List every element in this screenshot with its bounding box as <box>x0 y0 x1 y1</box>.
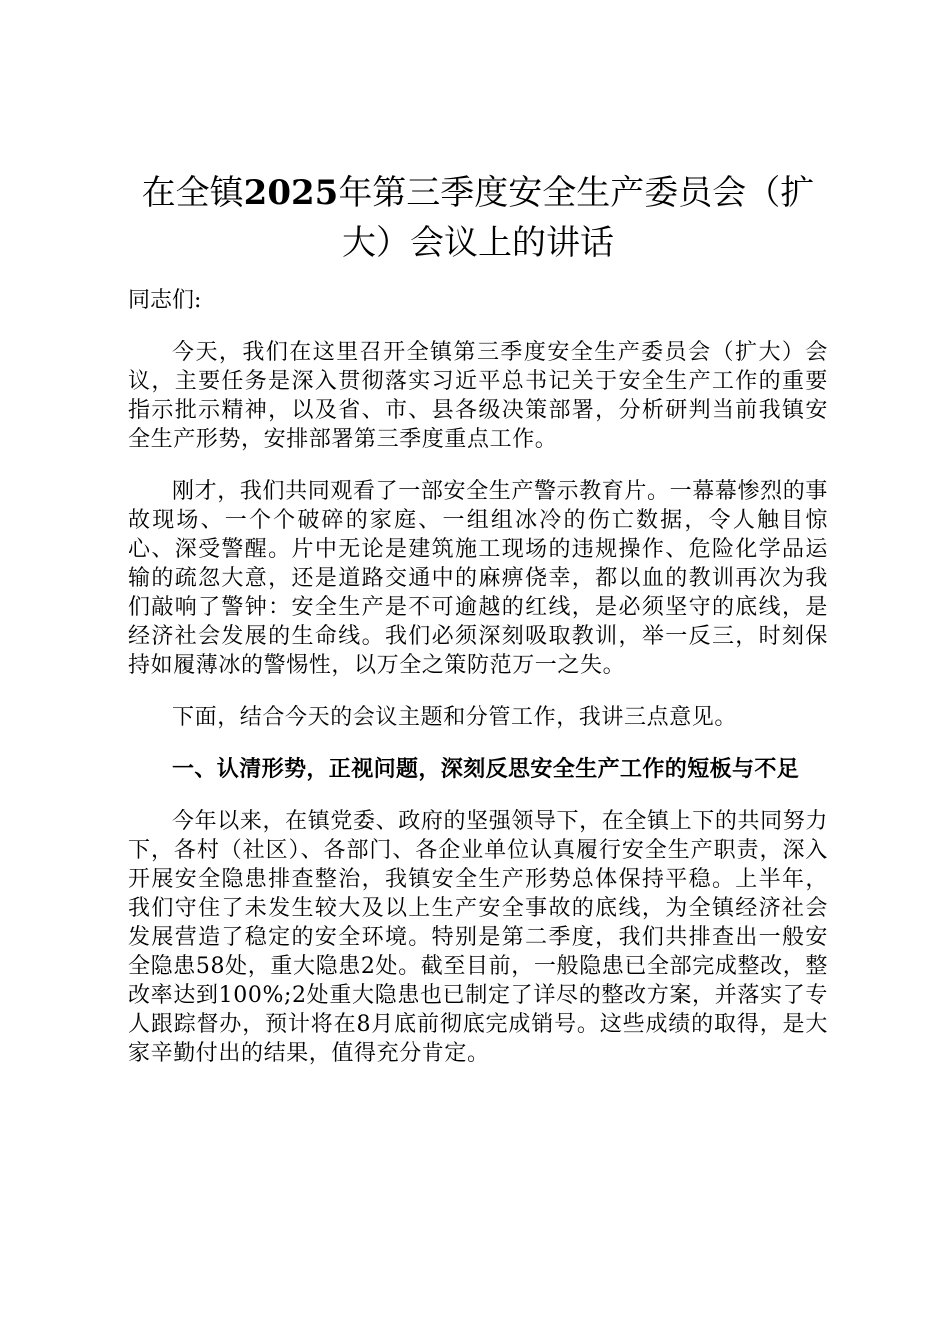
title-year: 2025 <box>243 173 339 213</box>
paragraph-section-1: 今年以来，在镇党委、政府的坚强领导下，在全镇上下的共同努力下，各村（社区）、各部门、各企业单位认真履行安全生产职责，深入开展安全隐患排查整治，我镇安全生产形势总体保持平稳。上半年，我们守住了未发生较大及以上生产安全事故的底线，为全镇经济社会发展营造了稳定的安全环境。特别是第二季度，我们共排查出一般安全隐患58处，重大隐患2处。截至目前，一般隐患已全部完成整改，整改率达到100%;2处重大隐患也已制定了详尽的整改方案，并落实了专人跟踪督办，预计将在8月底前彻底完成销号。这些成绩的取得，是大家辛勤付出的结果，值得充分肯定。 <box>128 809 828 1066</box>
document-body <box>128 168 828 1091</box>
title-prefix: 在全镇 <box>141 173 244 213</box>
document-title <box>128 168 828 268</box>
section-heading-1: 一、认清形势，正视问题，深刻反思安全生产工作的短板与不足 <box>172 756 800 782</box>
paragraph-outline: 下面，结合今天的会议主题和分管工作，我讲三点意见。 <box>172 705 738 730</box>
paragraph-opening: 今天，我们在这里召开全镇第三季度安全生产委员会（扩大）会议，主要任务是深入贯彻落实习近平总书记关于安全生产工作的重要指示批示精神，以及省、市、县各级决策部署，分析研判当前我镇安全生产形势，安排部署第三季度重点工作。 <box>128 340 828 452</box>
paragraph-warning-video: 刚才，我们共同观看了一部安全生产警示教育片。一幕幕惨烈的事故现场、一个个破碎的家庭、一组组冰冷的伤亡数据，令人触目惊心、深受警醒。片中无论是建筑施工现场的违规操作、危险化学品运输的疏忽大意，还是道路交通中的麻痹侥幸，都以血的教训再次为我们敲响了警钟：安全生产是不可逾越的红线，是必须坚守的底线，是经济社会发展的生命线。我们必须深刻吸取教训，举一反三，时刻保持如履薄冰的警惕性，以万全之策防范万一之失。 <box>128 479 828 678</box>
title-suffix: 年第三季度安全生产委员会（扩大）会议上的讲话 <box>338 173 815 263</box>
salutation: 同志们: <box>128 288 202 313</box>
